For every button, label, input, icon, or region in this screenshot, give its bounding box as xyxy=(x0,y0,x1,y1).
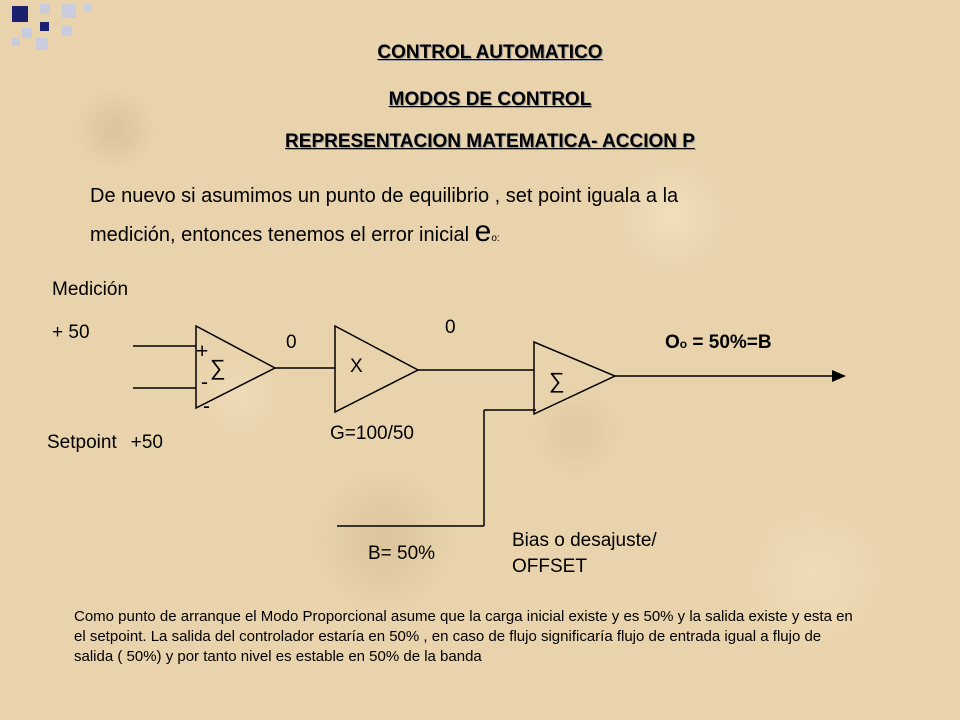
medicion-label: Medición xyxy=(52,279,129,300)
footnote-paragraph: Como punto de arranque el Modo Proporcional asume que la carga inicial existe y es 50% y la salida existe y esta en el setpoint. La salida del controlador estaría en 50% , en caso de flujo significaría flujo de entrada igual a flujo de salida ( 50%) y por tanto nivel es estable en 50% de la banda xyxy=(74,608,853,665)
bias-value-label: B= 50% xyxy=(368,543,436,564)
multiplier-symbol: X xyxy=(350,356,363,377)
summer-2-triangle xyxy=(534,342,615,414)
output-O: O xyxy=(665,332,680,353)
title-modos-de-control: MODOS DE CONTROL xyxy=(388,89,592,110)
medicion-value: + 50 xyxy=(52,322,90,343)
zero-after-multiplier: 0 xyxy=(445,317,456,338)
output-label xyxy=(665,332,772,354)
gain-label: G=100/50 xyxy=(330,423,414,444)
minus-sign-2: - xyxy=(203,395,210,418)
output-subscript: o xyxy=(679,337,688,351)
setpoint-value: +50 xyxy=(130,432,163,453)
plus-sign: + xyxy=(196,340,209,363)
setpoint-label xyxy=(47,432,163,454)
setpoint-text: Setpoint xyxy=(47,432,117,453)
intro-line-1: De nuevo si asumimos un punto de equilibrio , set point iguala a la xyxy=(90,185,679,207)
intro-line-2-text: medición, entonces tenemos el error inicial xyxy=(90,224,475,246)
title-representacion-matematica: REPRESENTACION MATEMATICA- ACCION P xyxy=(285,131,695,152)
error-symbol: e xyxy=(474,215,492,248)
bias-description xyxy=(512,528,657,580)
output-value: = 50%=B xyxy=(687,332,772,353)
summer-1-symbol: ∑ xyxy=(210,355,226,380)
multiplier-triangle xyxy=(335,326,418,412)
output-arrowhead xyxy=(832,370,846,382)
zero-after-summer-1: 0 xyxy=(286,332,297,353)
summer-2-symbol: ∑ xyxy=(549,368,565,393)
bias-description-line-2: OFFSET xyxy=(512,556,587,577)
minus-sign-1: - xyxy=(201,371,208,394)
error-subscript: o: xyxy=(491,233,500,244)
bias-description-line-1: Bias o desajuste/ xyxy=(512,530,657,551)
title-control-automatico: CONTROL AUTOMATICO xyxy=(377,42,603,63)
